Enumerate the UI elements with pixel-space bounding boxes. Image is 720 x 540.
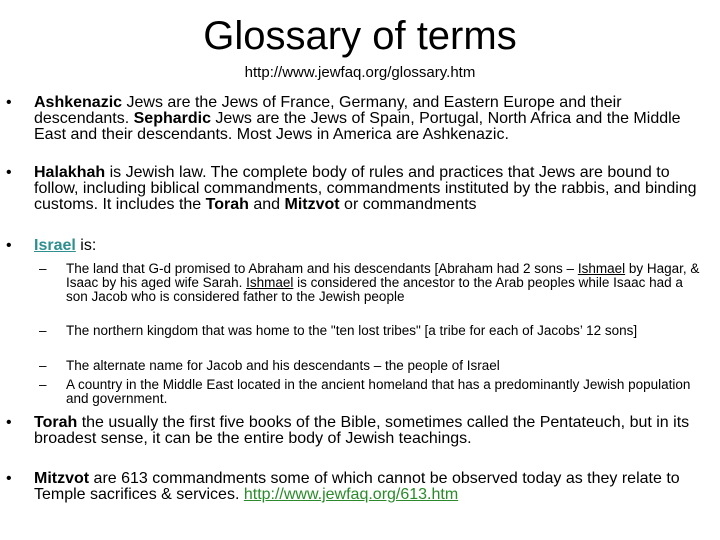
term-ashkenazic: Ashkenazic — [34, 94, 123, 111]
dash-icon: – — [39, 377, 47, 392]
term-torah-inline: Torah — [205, 196, 249, 213]
halakhah-text: is Jewish law. The complete body of rules and practices that Jews are bound to follow, including biblical commandments, commandments instituted by the rabbis, and binding customs. It includes the — [34, 164, 697, 213]
kingdom-text: The northern kingdom that was home to the "ten lost tribes" [a tribe for each of Jacobs’ 12 sons] — [66, 323, 638, 338]
land-text-1: The land that G-d promised to Abraham and his descendants [Abraham had 2 sons – — [66, 261, 578, 276]
bullet-dot-icon: • — [6, 237, 12, 254]
land-text-2: by Hagar, & Isaac by his aged wife Sarah. — [66, 261, 700, 290]
israel-sub-land — [39, 261, 706, 304]
bullet-ashkenazic — [6, 94, 706, 143]
dash-icon: – — [39, 261, 47, 276]
bullet-mitzvot — [6, 470, 706, 503]
bullet-torah — [6, 414, 706, 447]
mitzvot-link[interactable]: http://www.jewfaq.org/613.htm — [243, 486, 459, 503]
alternate-text: The alternate name for Jacob and his descendants – the people of Israel — [66, 358, 500, 373]
term-sephardic: Sephardic — [133, 110, 211, 127]
israel-sub-country — [39, 377, 706, 406]
israel-sub-kingdom — [39, 323, 706, 338]
bullet-dot-icon: • — [6, 470, 12, 487]
sephardic-text: Jews are the Jews of Spain, Portugal, North Africa and the Middle East and their descendants. Most Jews in America are Ashkenazic. — [34, 110, 681, 143]
bullet-dot-icon: • — [6, 414, 12, 431]
bullet-israel — [6, 237, 706, 254]
bullet-dot-icon: • — [6, 164, 12, 181]
page-title: Glossary of terms — [203, 14, 517, 58]
ashkenazic-text: Jews are the Jews of France, Germany, and Eastern Europe and their descendants. — [34, 94, 622, 127]
halakhah-tail: or commandments — [339, 196, 477, 213]
land-text-3: is considered the ancestor to the Arab peoples while Isaac had a son Jacob who is considered father to the Jewish people — [66, 275, 683, 304]
term-torah: Torah — [34, 414, 78, 431]
term-mitzvot: Mitzvot — [34, 470, 90, 487]
dash-icon: – — [39, 323, 47, 338]
israel-link-part-b: ael — [53, 237, 76, 254]
ishmael-second: Ishmael — [246, 275, 294, 290]
bullet-halakhah — [6, 164, 706, 213]
israel-link[interactable] — [34, 237, 76, 254]
country-text: A country in the Middle East located in the ancient homeland that has a predominantly Jewish population and government. — [66, 377, 691, 406]
israel-sub-alternate — [39, 358, 706, 373]
term-halakhah: Halakhah — [34, 164, 106, 181]
israel-link-part-a: Isr — [34, 237, 54, 254]
dash-icon: – — [39, 358, 47, 373]
term-mitzvot-inline: Mitzvot — [284, 196, 340, 213]
ishmael-first: Ishmael — [577, 261, 626, 276]
bullet-dot-icon: • — [6, 94, 12, 111]
israel-text: is: — [75, 237, 97, 254]
halakhah-and: and — [248, 196, 285, 213]
mitzvot-text: are 613 commandments some of which cannot be observed today as they relate to Temple sacrifices & services. — [34, 470, 680, 503]
torah-text: the usually the first five books of the Bible, sometimes called the Pentateuch, but in its broadest sense, it can be the entire body of Jewish teachings. — [34, 414, 690, 447]
glossary-source-url: http://www.jewfaq.org/glossary.htm — [244, 64, 476, 81]
